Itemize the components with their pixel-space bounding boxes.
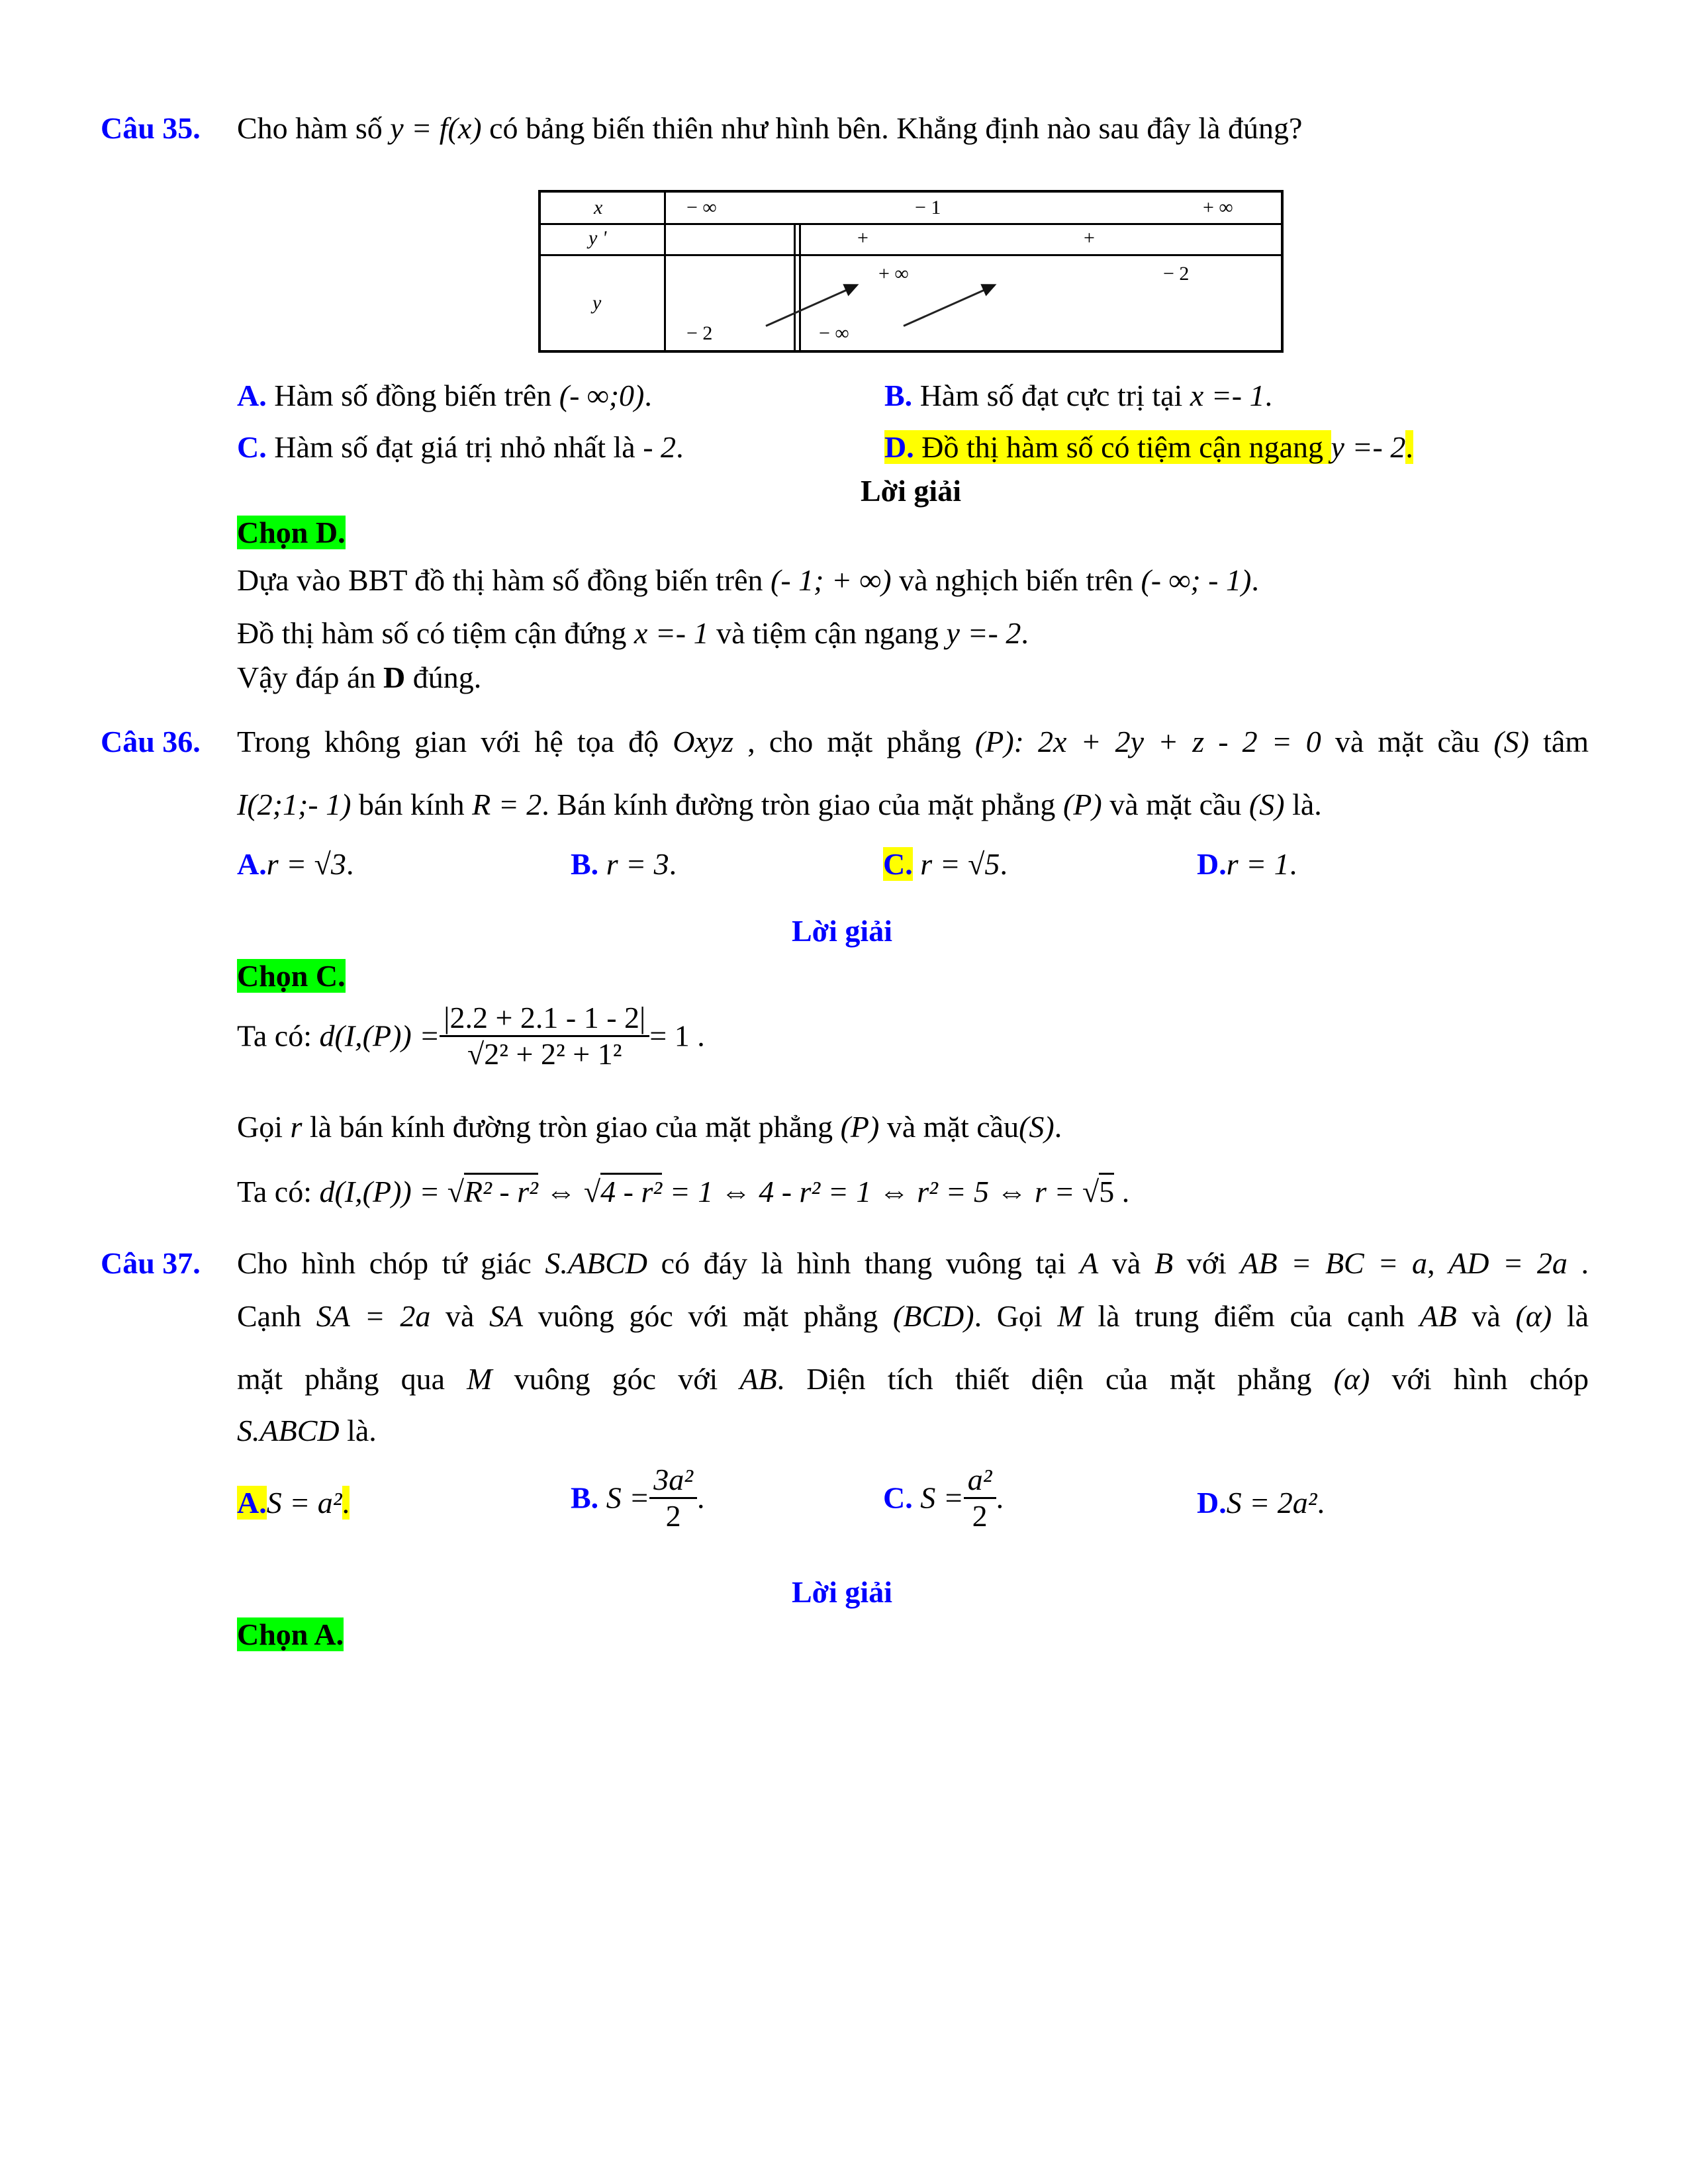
math: B (1154, 1246, 1174, 1280)
math: (- 1; + ∞) (771, 563, 892, 597)
text: . (1289, 847, 1297, 881)
y-label: y (592, 292, 602, 314)
option-key: D. (1197, 847, 1227, 881)
text: . (1021, 616, 1029, 650)
math: (α) (1515, 1299, 1552, 1333)
question-36-label: Câu 36. (101, 725, 201, 758)
math: (- ∞; - 1) (1141, 563, 1252, 597)
fraction (440, 1001, 649, 1071)
text: Vậy đáp án (237, 660, 383, 694)
divider (794, 224, 796, 350)
text: Hàm số đồng biến trên (266, 379, 559, 412)
text: bán kính (351, 788, 473, 821)
math: S = (920, 1480, 964, 1515)
solution-line (237, 615, 1029, 652)
numerator: 3a² (649, 1463, 697, 1499)
text: và tiệm cận ngang (708, 616, 947, 650)
option-key: C. (237, 430, 267, 464)
text: với hình chóp (1391, 1362, 1589, 1396)
text: . (1054, 1110, 1062, 1144)
question-35-label: Câu 35. (101, 111, 201, 145)
text: Trong không gian với hệ tọa độ (237, 725, 659, 758)
math: R² - r² (464, 1173, 538, 1208)
option-b[interactable] (884, 377, 1272, 414)
math: AD = 2a (1448, 1246, 1568, 1280)
text: Cho hàm số (237, 111, 391, 145)
option-c[interactable] (883, 1463, 1004, 1533)
question-36-text (237, 786, 1322, 823)
sign: + (857, 227, 868, 249)
text: và mặt cầu (1102, 788, 1249, 821)
text: . (342, 1486, 350, 1520)
divider (541, 254, 1281, 256)
math: r (290, 1110, 303, 1144)
option-a[interactable] (237, 377, 652, 414)
math: M (1057, 1299, 1083, 1333)
text: và nghịch biến trên (891, 563, 1141, 597)
divider (799, 224, 801, 350)
text: là trung điểm của cạnh (1098, 1299, 1405, 1333)
solution-line (237, 659, 481, 696)
text: Ta có: (237, 1019, 320, 1053)
math: (P) (840, 1110, 880, 1144)
fraction (649, 1463, 697, 1533)
sign: + (1084, 227, 1095, 249)
math: x =- 1 (1190, 379, 1265, 412)
math: AB (1419, 1299, 1457, 1333)
chosen-badge: Chọn D. (237, 516, 346, 549)
option-key: A. (237, 1486, 267, 1520)
variation-table (538, 190, 1284, 353)
math: 4 - r² (600, 1173, 662, 1208)
text: . (1114, 1175, 1130, 1208)
option-key: D. (884, 430, 914, 464)
text: Hàm số đạt cực trị tại (912, 379, 1190, 412)
numerator: a² (964, 1463, 996, 1499)
option-key: B. (884, 379, 913, 412)
math: d(I,(P)) = √ (319, 1175, 464, 1208)
y-value: − ∞ (819, 322, 849, 344)
text: Đồ thị hàm số có tiệm cận đứng (237, 616, 634, 650)
math: Oxyz (673, 725, 734, 758)
text: mặt phẳng qua (237, 1362, 445, 1396)
question-37-label: Câu 37. (101, 1246, 201, 1280)
option-key: C. (883, 1480, 913, 1515)
option-d[interactable] (1197, 846, 1297, 883)
text: . (669, 847, 677, 881)
math: (S) (1493, 725, 1529, 758)
divider (664, 193, 666, 350)
text: là (1566, 1299, 1589, 1333)
math: r = 1 (1226, 847, 1289, 881)
option-c[interactable] (237, 429, 684, 466)
denominator (440, 1037, 649, 1071)
text: đúng. (405, 660, 482, 694)
text: Dựa vào BBT đồ thị hàm số đồng biến trên (237, 563, 771, 597)
fraction (964, 1463, 996, 1533)
solution-title: Lời giải (792, 1575, 892, 1609)
x-label: x (594, 197, 603, 218)
text: . (697, 1480, 705, 1515)
option-a[interactable] (237, 846, 353, 883)
text: , (1427, 1246, 1435, 1280)
text: . (1264, 379, 1273, 412)
text: với (1186, 1246, 1227, 1280)
text: . Bán kính đường tròn giao của mặt phẳng (541, 788, 1063, 821)
chosen-badge: Chọn C. (237, 959, 346, 993)
text: . (1405, 430, 1413, 464)
math: r = √3 (266, 847, 346, 881)
solution-title: Lời giải (861, 474, 961, 508)
question-37-text (237, 1361, 1589, 1398)
text: có bảng biến thiên như hình bên. Khẳng định nào sau đây là đúng? (481, 111, 1303, 145)
text: và (445, 1299, 475, 1333)
text: Ta có: (237, 1175, 320, 1208)
chosen-badge: Chọn A. (237, 1617, 344, 1651)
text: là. (1284, 788, 1322, 821)
question-37-text (237, 1412, 377, 1449)
math: (α) (1333, 1362, 1370, 1396)
math: (S) (1248, 788, 1285, 821)
text: . (1251, 563, 1259, 597)
solution-line (237, 1109, 1062, 1146)
chosen-answer (237, 958, 346, 995)
text: và (1472, 1299, 1501, 1333)
option-key: D. (1197, 1486, 1227, 1520)
x-value: − 1 (915, 197, 941, 218)
text: và mặt cầu (879, 1110, 1019, 1144)
math: (BCD) (892, 1299, 974, 1333)
math: SA (489, 1299, 524, 1333)
math: (- ∞;0) (559, 379, 645, 412)
increase-arrow-icon (765, 285, 857, 327)
text: Cho hình chóp tứ giác (237, 1246, 532, 1280)
option-b[interactable] (571, 1463, 705, 1533)
math: 5 (1099, 1173, 1114, 1208)
question-35-text (237, 110, 1302, 147)
math: (P) (1062, 788, 1102, 821)
x-value: + ∞ (1203, 197, 1233, 218)
text: Cạnh (237, 1299, 302, 1333)
text: . (1581, 1246, 1589, 1280)
y-value: − 2 (1163, 263, 1190, 285)
text: vuông góc với mặt phẳng (538, 1299, 878, 1333)
option-key: A. (237, 379, 267, 412)
option-key: A. (237, 847, 267, 881)
text: Hàm số đạt giá trị nhỏ nhất là (266, 430, 643, 464)
solution-line (237, 1001, 705, 1071)
text: . Diện tích thiết diện của mặt phẳng (776, 1362, 1312, 1396)
math: S.ABCD (237, 1414, 340, 1447)
text: . (676, 430, 684, 464)
text: . (1317, 1486, 1325, 1520)
text: vuông góc với (514, 1362, 718, 1396)
text: = 1 . (649, 1019, 705, 1053)
math: - 2 (643, 430, 677, 464)
increase-arrow-icon (903, 285, 994, 327)
question-36-text (237, 723, 1589, 760)
text: , cho mặt phẳng (747, 725, 961, 758)
option-a[interactable] (237, 1484, 350, 1522)
text: 2² + 2² + 1² (484, 1035, 622, 1071)
solution-line (237, 1173, 1129, 1210)
solution-title: Lời giải (792, 914, 892, 948)
numerator: |2.2 + 2.1 - 1 - 2| (440, 1001, 649, 1037)
math: S = a² (266, 1486, 342, 1520)
option-c[interactable] (883, 846, 1008, 883)
math: r = √5 (920, 847, 1000, 881)
math: (S) (1019, 1110, 1055, 1144)
text: Gọi (237, 1110, 291, 1144)
text: có đáy là hình thang vuông tại (661, 1246, 1066, 1280)
solution-line (237, 562, 1259, 599)
text: . (346, 847, 354, 881)
text: . (1000, 847, 1008, 881)
math: d(I,(P)) = (319, 1019, 440, 1053)
math: (P): 2x + 2y + z - 2 = 0 (974, 725, 1321, 758)
math: S.ABCD (545, 1246, 648, 1280)
math: = 1 ⇔ 4 - r² = 1 ⇔ r² = 5 ⇔ r = √ (662, 1175, 1100, 1208)
denominator: 2 (665, 1499, 681, 1533)
text: . (996, 1480, 1004, 1515)
math: SA = 2a (316, 1299, 431, 1333)
math: AB = BC = a (1240, 1246, 1428, 1280)
math: R = 2 (472, 788, 542, 821)
denominator: 2 (972, 1499, 988, 1533)
text: là bán kính đường tròn giao của mặt phẳng (302, 1110, 841, 1144)
math: M (467, 1362, 492, 1396)
math: S = (606, 1480, 650, 1515)
math: y =- 2 (946, 616, 1021, 650)
question-37-text (237, 1298, 1589, 1335)
x-value: − ∞ (686, 197, 717, 218)
math: A (1080, 1246, 1099, 1280)
divider (541, 223, 1281, 225)
text: và (1111, 1246, 1141, 1280)
option-key: B. (571, 1480, 599, 1515)
text: và mặt cầu (1335, 725, 1480, 758)
option-d[interactable] (884, 429, 1413, 466)
option-key: C. (883, 847, 913, 881)
text: . (644, 379, 652, 412)
y-value: − 2 (686, 322, 713, 344)
sqrt-icon: √ (467, 1037, 485, 1071)
math: ⇔ √ (538, 1175, 601, 1208)
text: là. (339, 1414, 377, 1447)
math: r = 3 (606, 847, 669, 881)
text: tâm (1543, 725, 1589, 758)
math: x =- 1 (633, 616, 709, 650)
option-b[interactable] (571, 846, 677, 883)
option-d[interactable] (1197, 1484, 1325, 1522)
math: S = 2a² (1226, 1486, 1317, 1520)
math: I(2;1;- 1) (237, 788, 352, 821)
text: . Gọi (974, 1299, 1043, 1333)
math: AB (739, 1362, 777, 1396)
question-37-text (237, 1245, 1589, 1282)
math: y =- 2 (1331, 430, 1406, 464)
y-prime-label: y ' (588, 227, 607, 249)
option-key: B. (571, 847, 599, 881)
text: D (383, 660, 406, 694)
y-value: + ∞ (878, 263, 909, 285)
chosen-answer (237, 514, 346, 551)
text: Đồ thị hàm số có tiệm cận ngang (914, 430, 1331, 464)
math: y = f(x) (390, 111, 482, 145)
chosen-answer (237, 1616, 344, 1653)
